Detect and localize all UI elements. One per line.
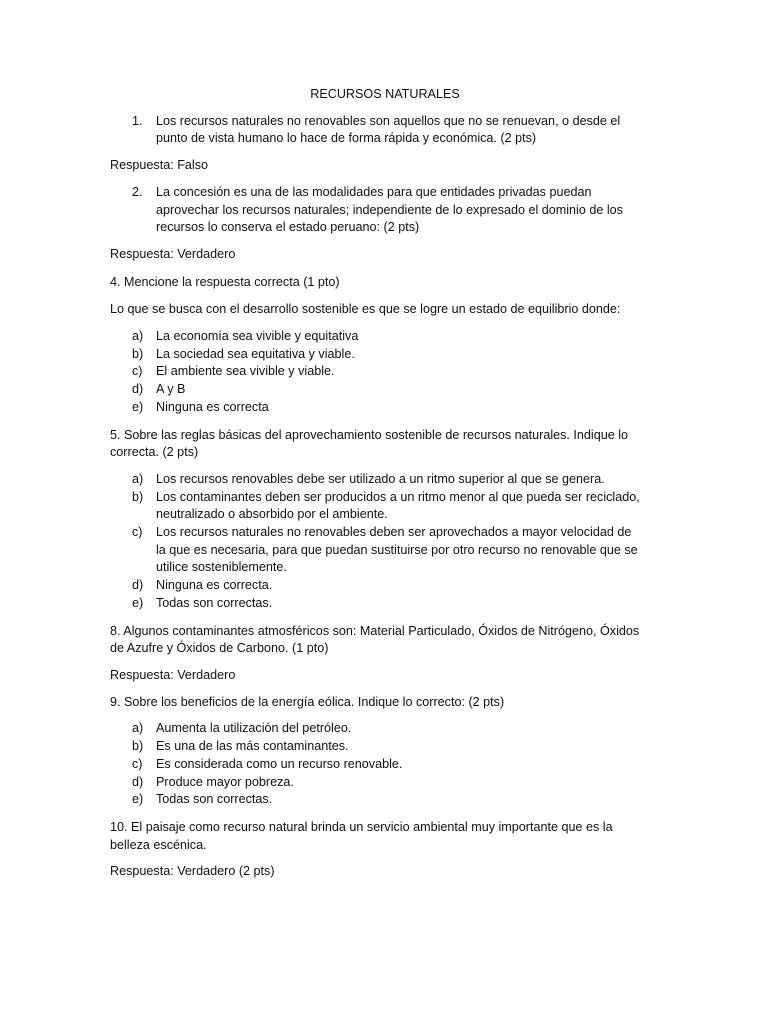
option-text: La sociedad sea equitativa y viable. <box>156 346 355 361</box>
question-number: 1. <box>132 113 143 128</box>
options-list-q9 <box>110 720 640 809</box>
list-item <box>110 113 640 148</box>
list-item <box>110 774 640 792</box>
question-text: Los recursos naturales no renovables son aquellos que no se renuevan, o desde el punto de vista humano lo hace de forma rápida y económica. (2 pts) <box>156 113 621 146</box>
list-item <box>110 524 640 577</box>
question-text: 10. El paisaje como recurso natural brinda un servicio ambiental muy importante que es la belleza escénica. <box>110 819 613 852</box>
list-item <box>110 399 640 417</box>
option-text: La economía sea vivible y equitativa <box>156 329 359 344</box>
list-item <box>110 595 640 613</box>
list-item <box>110 381 640 399</box>
options-list-q4 <box>110 328 640 417</box>
list-item <box>110 346 640 364</box>
list-item <box>110 791 640 809</box>
option-text: Los recursos renovables debe ser utilizado a un ritmo superior al que se genera. <box>156 471 605 486</box>
option-text: Es una de las más contaminantes. <box>156 739 349 754</box>
option-marker: b) <box>132 489 144 504</box>
question-heading: 4. Mencione la respuesta correcta (1 pto) <box>110 274 340 289</box>
option-text: Produce mayor pobreza. <box>156 774 294 789</box>
answer-text: Respuesta: Falso <box>110 158 209 173</box>
option-marker: e) <box>132 792 144 807</box>
question-2 <box>110 184 640 237</box>
option-text: Ninguna es correcta. <box>156 578 273 593</box>
list-item <box>110 738 640 756</box>
option-marker: e) <box>132 399 144 414</box>
list-item <box>110 489 640 524</box>
option-marker: d) <box>132 774 144 789</box>
list-item <box>110 756 640 774</box>
option-marker: b) <box>132 739 144 754</box>
option-marker: a) <box>132 329 144 344</box>
question-number: 2. <box>132 184 143 199</box>
list-item <box>110 184 640 237</box>
answer-text: Respuesta: Verdadero <box>110 246 236 261</box>
list-item <box>110 328 640 346</box>
option-marker: a) <box>132 471 144 486</box>
option-marker: c) <box>132 756 143 771</box>
option-text: Aumenta la utilización del petróleo. <box>156 721 352 736</box>
list-item <box>110 577 640 595</box>
options-list-q5 <box>110 471 640 613</box>
question-1 <box>110 113 640 148</box>
list-item <box>110 471 640 489</box>
question-text: 8. Algunos contaminantes atmosféricos son: Material Particulado, Óxidos de Nitrógeno, Óxidos de Azufre y Óxidos de Carbono. (1 pto) <box>110 623 640 656</box>
list-item <box>110 720 640 738</box>
option-marker: e) <box>132 595 144 610</box>
question-text: La concesión es una de las modalidades para que entidades privadas puedan aprovechar los recursos naturales; independiente de lo expresado el dominio de los recursos lo conserva el estado peruano: (2 pts) <box>156 184 623 235</box>
question-prompt: Lo que se busca con el desarrollo sostenible es que se logre un estado de equilibrio donde: <box>110 302 621 317</box>
option-text: Los recursos naturales no renovables deben ser aprovechados a mayor velocidad de la que es necesaria, para que puedan sustituirse por otro recurso no renovable que se utilice sosteniblemente. <box>156 525 638 575</box>
list-item <box>110 363 640 381</box>
option-text: Es considerada como un recurso renovable. <box>156 756 403 771</box>
answer-text: Respuesta: Verdadero <box>110 667 236 682</box>
option-marker: c) <box>132 525 143 540</box>
option-marker: d) <box>132 382 144 397</box>
answer-text: Respuesta: Verdadero (2 pts) <box>110 864 275 879</box>
option-text: Todas son correctas. <box>156 595 273 610</box>
question-heading: 9. Sobre los beneficios de la energía eólica. Indique lo correcto: (2 pts) <box>110 694 505 709</box>
option-marker: c) <box>132 364 143 379</box>
document-title: RECURSOS NATURALES <box>310 87 460 101</box>
option-marker: b) <box>132 346 144 361</box>
option-text: El ambiente sea vivible y viable. <box>156 364 335 379</box>
option-text: Todas son correctas. <box>156 792 273 807</box>
option-marker: d) <box>132 578 144 593</box>
option-text: Los contaminantes deben ser producidos a un ritmo menor al que pueda ser reciclado, neutralizado o absorbido por el ambiente. <box>156 489 640 522</box>
option-marker: a) <box>132 721 144 736</box>
question-heading: 5. Sobre las reglas básicas del aprovechamiento sostenible de recursos naturales. Indique lo correcta. (2 pts) <box>110 427 629 460</box>
option-text: A y B <box>156 382 186 397</box>
document-page <box>110 86 640 881</box>
option-text: Ninguna es correcta <box>156 399 269 414</box>
